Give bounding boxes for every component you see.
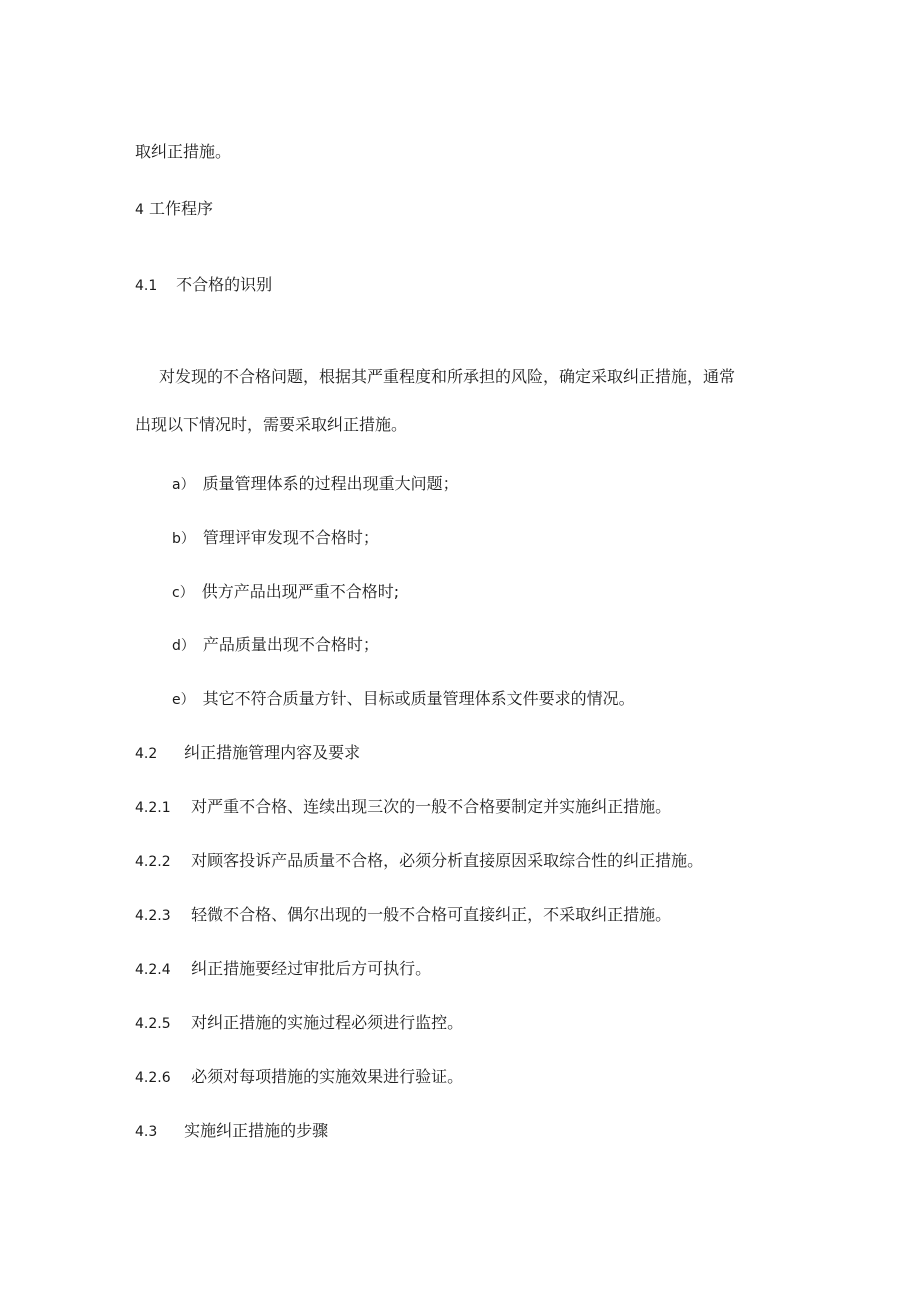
list-item-text: 产品质量出现不合格时；: [202, 635, 379, 654]
list-marker: b）: [172, 531, 195, 547]
section-heading-4-2: [135, 743, 360, 764]
section-number: 4.2: [135, 746, 158, 762]
section-title: 实施纠正措施的步骤: [184, 1121, 329, 1140]
clause-number: 4.2.6: [135, 1070, 171, 1086]
clause-text: 必须对每项措施的实施效果进行验证。: [191, 1067, 464, 1086]
clause-text: 轻微不合格、偶尔出现的一般不合格可直接纠正，不采取纠正措施。: [191, 905, 672, 924]
section-number: 4.1: [135, 278, 158, 294]
clause-4-2-5: [135, 1013, 463, 1034]
clause-number: 4.2.4: [135, 962, 171, 978]
list-item-text: 供方产品出现严重不合格时;: [201, 582, 400, 601]
clause-number: 4.2.5: [135, 1016, 171, 1032]
list-item-c: [172, 582, 399, 603]
section-heading-4: [135, 199, 213, 220]
paragraph-text: 出现以下情况时，需要采取纠正措施。: [135, 415, 408, 434]
section-number: 4: [135, 202, 144, 218]
list-marker: e）: [172, 692, 195, 708]
clause-4-2-1: [135, 797, 671, 818]
paragraph-text: 对发现的不合格问题，根据其严重程度和所承担的风险，确定采取纠正措施，通常: [159, 367, 736, 386]
clause-text: 对严重不合格、连续出现三次的一般不合格要制定并实施纠正措施。: [191, 797, 672, 816]
list-marker: a）: [172, 477, 195, 493]
clause-text: 对纠正措施的实施过程必须进行监控。: [191, 1013, 464, 1032]
section-title: 工作程序: [149, 199, 214, 218]
clause-text: 对顾客投诉产品质量不合格，必须分析直接原因采取综合性的纠正措施。: [191, 851, 704, 870]
list-marker: c）: [172, 585, 194, 601]
list-item-text: 其它不符合质量方针、目标或质量管理体系文件要求的情况。: [202, 689, 635, 708]
clause-text: 纠正措施要经过审批后方可执行。: [191, 959, 432, 978]
list-item-a: [172, 474, 459, 495]
section-title: 不合格的识别: [176, 275, 273, 294]
section-heading-4-1: [135, 275, 272, 296]
list-item-text: 质量管理体系的过程出现重大问题；: [202, 474, 459, 493]
clause-number: 4.2.1: [135, 800, 171, 816]
clause-4-2-3: [135, 905, 671, 926]
list-item-text: 管理评审发现不合格时；: [202, 528, 379, 547]
clause-4-2-6: [135, 1067, 463, 1088]
text-line: [135, 142, 231, 162]
list-item-e: [172, 689, 635, 710]
clause-4-2-4: [135, 959, 431, 980]
paragraph-line: [135, 415, 407, 435]
paragraph-line: [159, 367, 735, 387]
clause-number: 4.2.2: [135, 854, 171, 870]
section-number: 4.3: [135, 1124, 158, 1140]
clause-number: 4.2.3: [135, 908, 171, 924]
list-item-b: [172, 528, 379, 549]
clause-4-2-2: [135, 851, 703, 872]
section-title: 纠正措施管理内容及要求: [184, 743, 361, 762]
list-item-d: [172, 635, 379, 656]
paragraph-text: 取纠正措施。: [135, 142, 232, 161]
section-heading-4-3: [135, 1121, 328, 1142]
list-marker: d）: [172, 638, 195, 654]
